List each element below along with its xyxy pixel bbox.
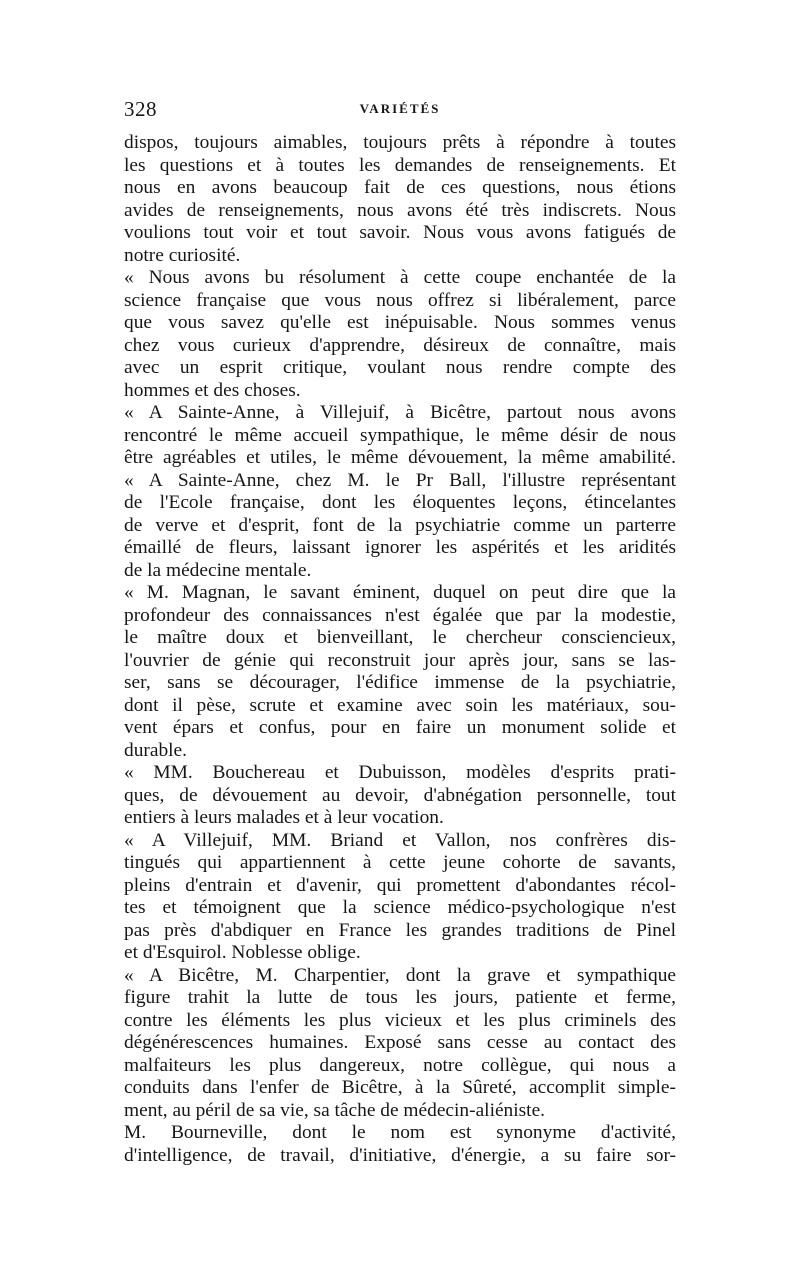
text-line: « MM. Bouchereau et Dubuisson, modèles d'esprits prati- [124,762,676,783]
text-line: notre curiosité. [124,244,241,266]
text-line: profondeur des connaissances n'est égalée que par la modestie, [124,604,676,626]
text-line: le maître doux et bienveillant, le chercheur consciencieux, [124,627,676,648]
text-line: ser, sans se décourager, l'édifice immense de la psychiatrie, [124,672,676,693]
text-line: « M. Magnan, le savant éminent, duquel on peut dire que la [124,582,676,603]
text-line: chez vous curieux d'apprendre, désireux de connaître, mais [124,334,676,356]
text-line: dégénérescences humaines. Exposé sans cesse au contact des [124,1032,676,1053]
text-line: ques, de dévouement au devoir, d'abnégation personnelle, tout [124,784,676,806]
text-line: de l'Ecole française, dont les éloquentes leçons, étincelantes [124,492,676,513]
text-line: contre les éléments les plus vicieux et les plus criminels des [124,1009,676,1031]
text-line: pleins d'entrain et d'avenir, qui promettent d'abondantes récol- [124,874,676,896]
text-line: durable. [124,739,187,761]
text-line: ment, au péril de sa vie, sa tâche de médecin-aliéniste. [124,1099,546,1121]
text-line: rencontré le même accueil sympathique, le même désir de nous [124,424,676,446]
text-line: dispos, toujours aimables, toujours prêts à répondre à toutes [124,132,676,153]
text-line: malfaiteurs les plus dangereux, notre collègue, qui nous a [124,1054,676,1076]
text-line: « A Sainte-Anne, chez M. le Pr Ball, l'illustre représentant [124,469,676,491]
text-line: les questions et à toutes les demandes de renseignements. Et [124,154,676,176]
page-number: 328 [124,97,157,121]
text-line: voulions tout voir et tout savoir. Nous vous avons fatigués de [124,222,676,243]
text-line: science française que vous nous offrez si libéralement, parce [124,289,676,311]
text-line: dont il pèse, scrute et examine avec soin les matériaux, sou- [124,694,676,716]
text-line: avec un esprit critique, voulant nous rendre compte des [124,357,676,378]
text-line: « A Bicêtre, M. Charpentier, dont la grave et sympathique [124,964,676,986]
text-line: de la médecine mentale. [124,559,312,581]
text-line: avides de renseignements, nous avons été très indiscrets. Nous [124,199,676,221]
text-line: conduits dans l'enfer de Bicêtre, à la Sûreté, accomplit simple- [124,1077,676,1098]
text-line: « A Sainte-Anne, à Villejuif, à Bicêtre, partout nous avons [124,402,676,423]
text-line: l'ouvrier de génie qui reconstruit jour après jour, sans se las- [124,649,676,671]
text-line: émaillé de fleurs, laissant ignorer les aspérités et les aridités [124,537,676,558]
text-line: « Nous avons bu résolument à cette coupe enchantée de la [124,267,676,288]
text-line: vent épars et confus, pour en faire un monument solide et [124,717,676,738]
text-line: figure trahit la lutte de tous les jours, patiente et ferme, [124,987,676,1008]
text-line: que vous savez qu'elle est inépuisable. Nous sommes venus [124,312,676,333]
text-line: d'intelligence, de travail, d'initiative, d'énergie, a su faire sor- [124,1144,676,1166]
text-line: être agréables et utiles, le même dévouement, la même amabilité. [124,447,676,468]
text-line: nous en avons beaucoup fait de ces questions, nous étions [124,177,676,198]
text-line: tingués qui appartiennent à cette jeune cohorte de savants, [124,852,676,873]
body-text [124,132,676,1167]
running-head: VARIÉTÉS [359,101,441,116]
text-line: hommes et des choses. [124,379,301,401]
text-line: tes et témoignent que la science médico-psychologique n'est [124,897,676,918]
page-header [124,97,676,125]
text-line: pas près d'abdiquer en France les grandes traditions de Pinel [124,919,676,941]
text-line: « A Villejuif, MM. Briand et Vallon, nos confrères dis- [124,829,676,851]
text-line: entiers à leurs malades et à leur vocation. [124,807,444,828]
text-line: M. Bourneville, dont le nom est synonyme d'activité, [124,1122,676,1143]
text-line: et d'Esquirol. Noblesse oblige. [124,942,361,963]
text-line: de verve et d'esprit, font de la psychiatrie comme un parterre [124,514,676,536]
